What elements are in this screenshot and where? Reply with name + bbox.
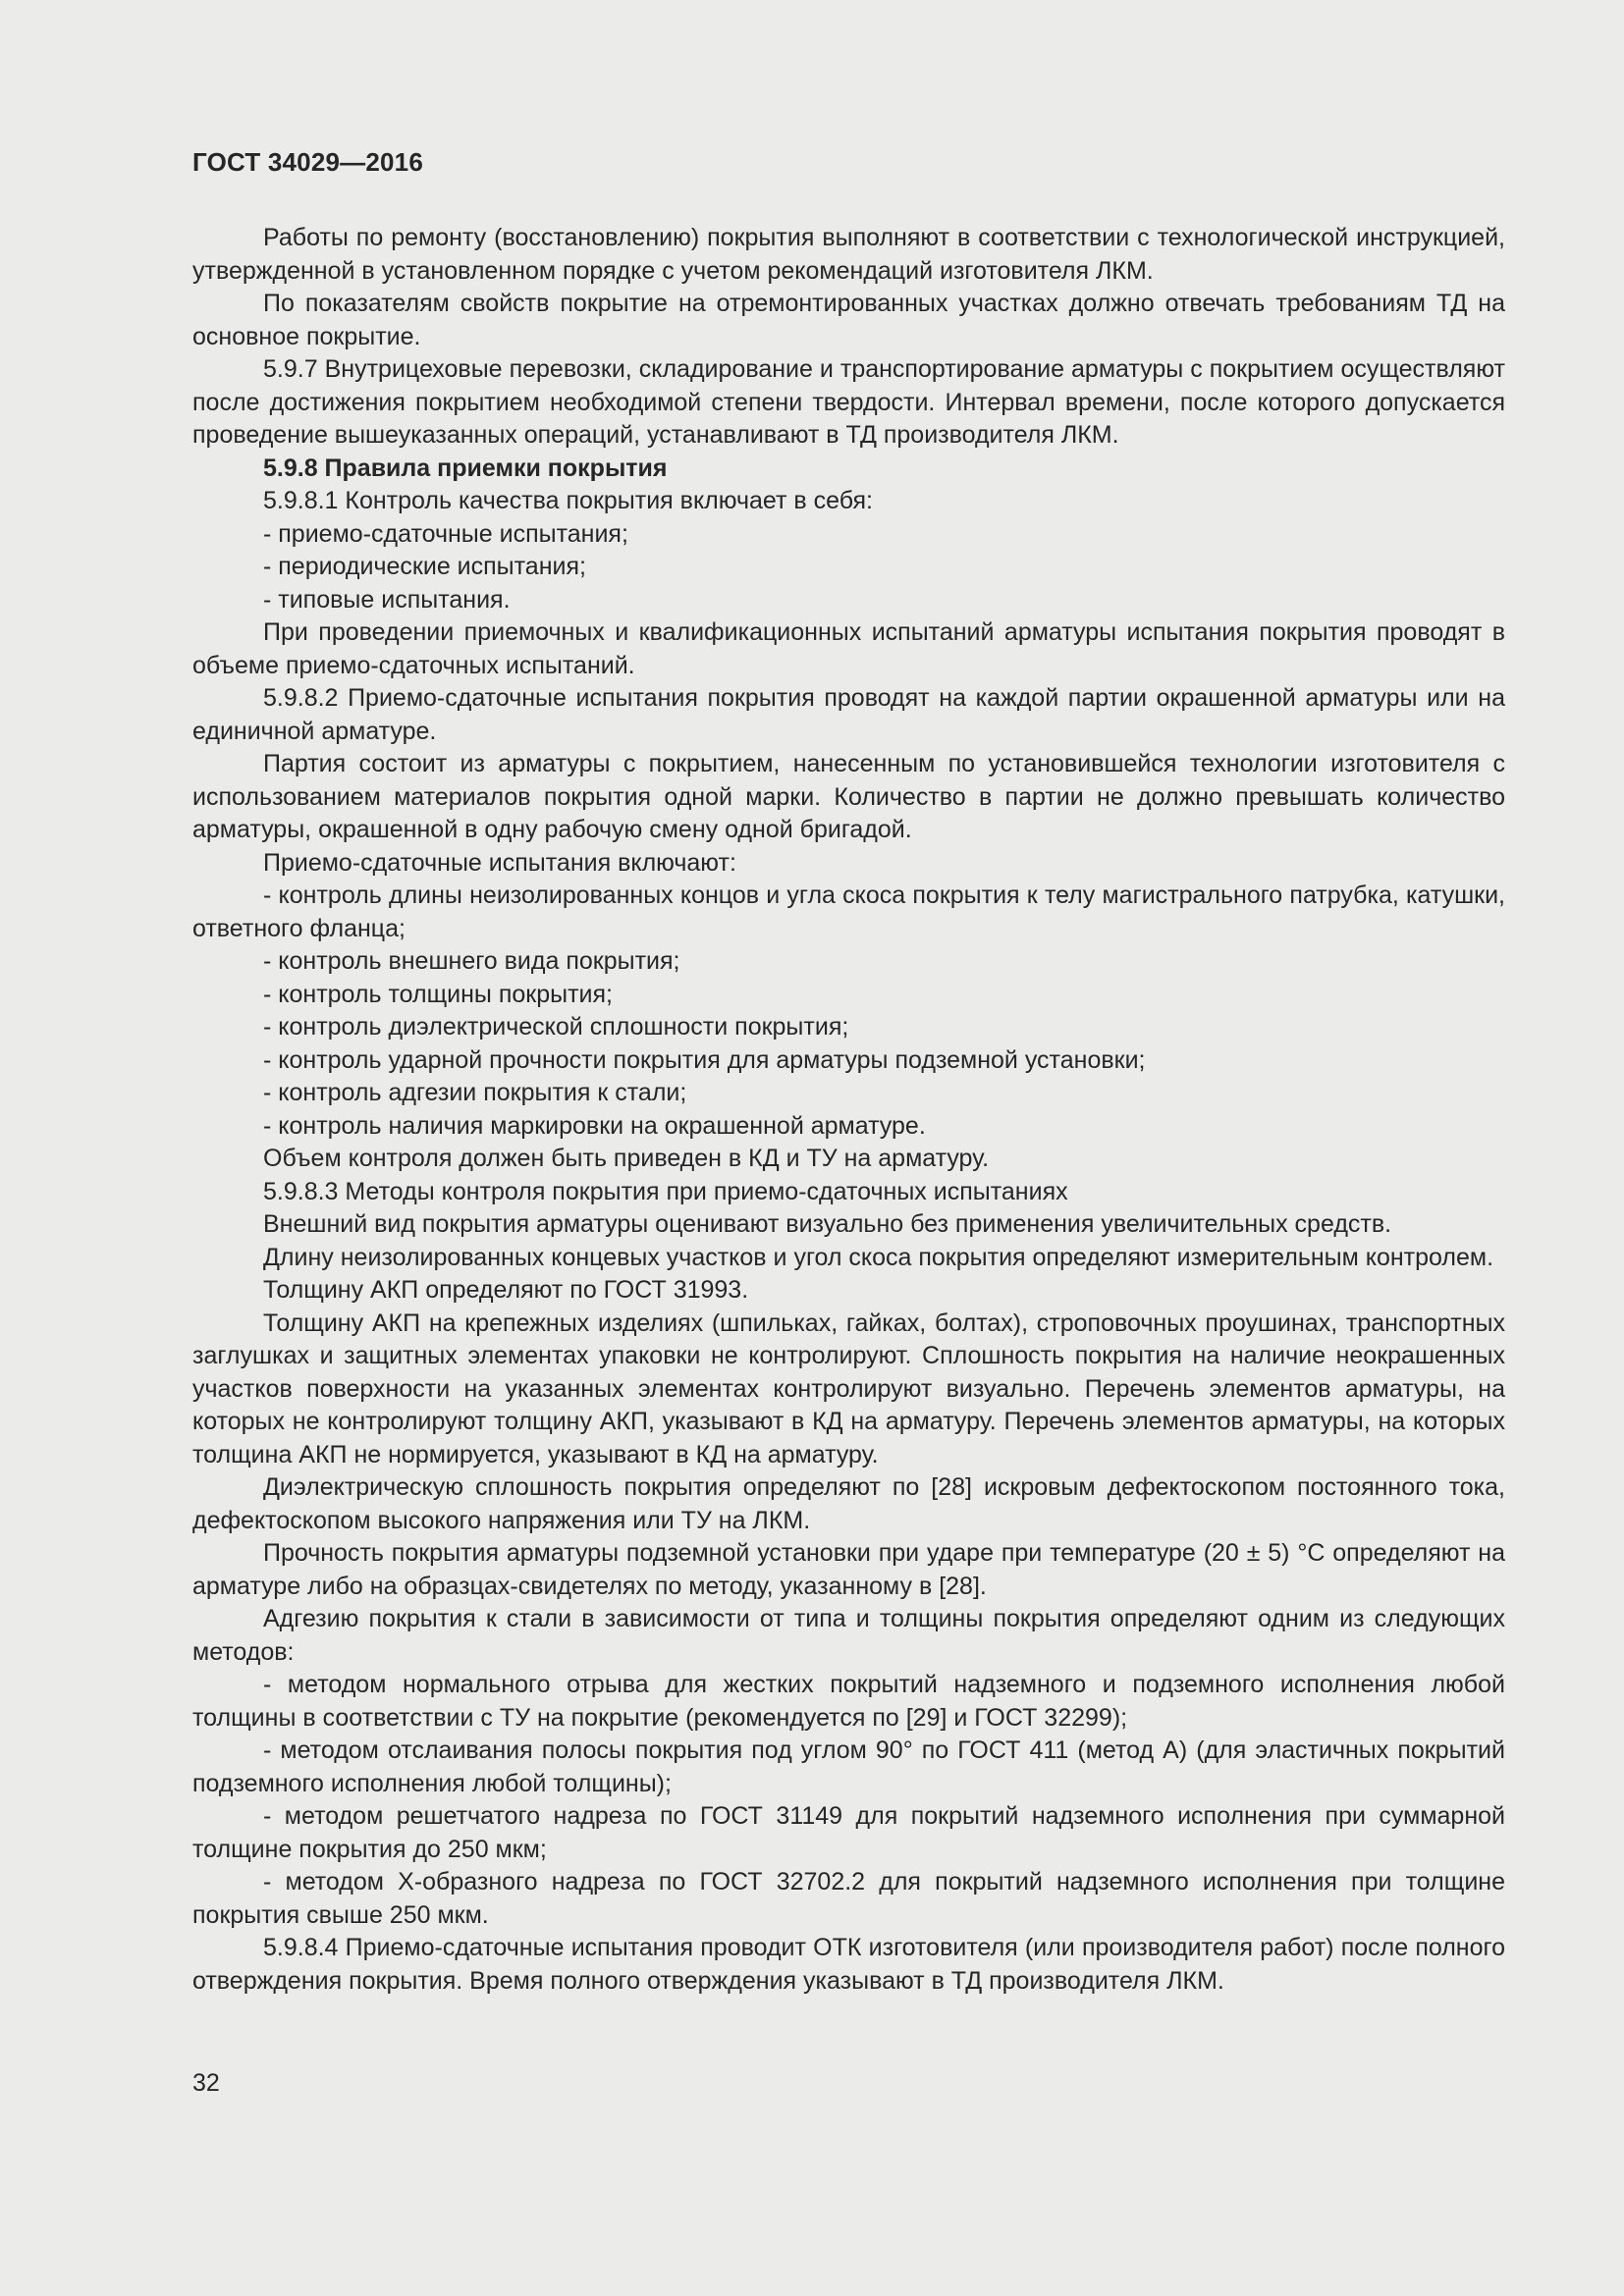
paragraph: Объем контроля должен быть приведен в КД и ТУ на арматуру.	[263, 1145, 990, 1172]
list-item: - контроль ударной прочности покрытия для арматуры подземной установки;	[263, 1045, 1146, 1074]
paragraph: При проведении приемочных и квалификационных испытаний арматуры испытания покрытия проводят в объеме приемо-сдаточных испытаний.	[192, 618, 1505, 679]
list-item: - приемо-сдаточные испытания;	[263, 519, 628, 548]
list-item: - контроль наличия маркировки на окрашенной арматуре.	[263, 1111, 926, 1140]
paragraph: Работы по ремонту (восстановлению) покрытия выполняют в соответствии с технологической инструкцией, утвержденной в установленном порядке с учетом рекомендаций изготовителя ЛКМ.	[192, 224, 1505, 285]
paragraph: Прочность покрытия арматуры подземной установки при ударе при температуре (20 ± 5) °С определяют на арматуре либо на образцах-свидетелях по методу, указанному в [28].	[192, 1539, 1505, 1600]
document-header: ГОСТ 34029—2016	[192, 147, 423, 177]
list-item: - методом решетчатого надреза по ГОСТ 31149 для покрытий надземного исполнения при суммарной толщине покрытия до 250 мкм;	[192, 1802, 1505, 1863]
paragraph: 5.9.8.1 Контроль качества покрытия включает в себя:	[263, 487, 873, 514]
list-item: - периодические испытания;	[263, 553, 586, 580]
paragraph: Приемо-сдаточные испытания включают:	[263, 848, 736, 877]
paragraph: По показателям свойств покрытие на отремонтированных участках должно отвечать требованиям ТД на основное покрытие.	[192, 290, 1505, 350]
paragraph: Длину неизолированных концевых участков и угол скоса покрытия определяют измерительным контролем.	[263, 1243, 1494, 1271]
list-item: - контроль толщины покрытия;	[263, 980, 613, 1008]
list-item: - методом Х-образного надреза по ГОСТ 32702.2 для покрытий надземного исполнения при толщине покрытия свыше 250 мкм.	[192, 1868, 1505, 1929]
paragraph: 5.9.8.2 Приемо-сдаточные испытания покрытия проводят на каждой партии окрашенной арматуры или на единичной арматуре.	[192, 684, 1505, 745]
paragraph: Партия состоит из арматуры с покрытием, нанесенным по установившейся технологии изготовителя с использованием материалов покрытия одной марки. Количество в партии не должно превышать количество арматуры, окрашенной в одну рабочую смену одной бригадой.	[192, 750, 1505, 843]
paragraph: Диэлектрическую сплошность покрытия определяют по [28] искровым дефектоскопом постоянного тока, дефектоскопом высокого напряжения или ТУ на ЛКМ.	[192, 1473, 1505, 1534]
list-item: - методом отслаивания полосы покрытия под углом 90° по ГОСТ 411 (метод А) (для эластичных покрытий подземного исполнения любой толщины);	[192, 1736, 1505, 1797]
paragraph: 5.9.8.4 Приемо-сдаточные испытания проводит ОТК изготовителя (или производителя работ) после полного отверждения покрытия. Время полного отверждения указывают в ТД производителя ЛКМ.	[192, 1934, 1505, 1995]
list-item: - контроль внешнего вида покрытия;	[263, 947, 680, 975]
section-heading: 5.9.8 Правила приемки покрытия	[263, 454, 668, 482]
list-item: - контроль длины неизолированных концов и угла скоса покрытия к телу магистрального патрубка, катушки, ответного фланца;	[192, 881, 1505, 942]
list-item: - методом нормального отрыва для жестких покрытий надземного и подземного исполнения любой толщины в соответствии с ТУ на покрытие (рекомендуется по [29] и ГОСТ 32299);	[192, 1671, 1505, 1732]
paragraph: Внешний вид покрытия арматуры оценивают визуально без применения увеличительных средств.	[263, 1210, 1392, 1238]
list-item: - контроль диэлектрической сплошности покрытия;	[263, 1013, 849, 1041]
document-body	[192, 222, 1505, 1998]
list-item: - контроль адгезии покрытия к стали;	[263, 1079, 687, 1106]
paragraph: Толщину АКП определяют по ГОСТ 31993.	[263, 1276, 749, 1304]
list-item: - типовые испытания.	[263, 585, 511, 614]
page-number: 32	[192, 2069, 220, 2097]
paragraph: Толщину АКП на крепежных изделиях (шпильках, гайках, болтах), строповочных проушинах, транспортных заглушках и защитных элементах упаковки не контролируют. Сплошность покрытия на наличие неокрашенных участков поверхности на указанных элементах контролируют визуально. Перечень элементов арматуры, на которых не контролируют толщину АКП, указывают в КД на арматуру. Перечень элементов арматуры, на которых толщина АКП не нормируется, указывают в КД на арматуру.	[192, 1308, 1505, 1468]
paragraph: Адгезию покрытия к стали в зависимости от типа и толщины покрытия определяют одним из следующих методов:	[192, 1605, 1505, 1666]
paragraph: 5.9.8.3 Методы контроля покрытия при приемо-сдаточных испытаниях	[263, 1177, 1068, 1205]
paragraph: 5.9.7 Внутрицеховые перевозки, складирование и транспортирование арматуры с покрытием осуществляют после достижения покрытием необходимой степени твердости. Интервал времени, после которого допускается проведение вышеуказанных операций, устанавливают в ТД производителя ЛКМ.	[192, 355, 1505, 449]
